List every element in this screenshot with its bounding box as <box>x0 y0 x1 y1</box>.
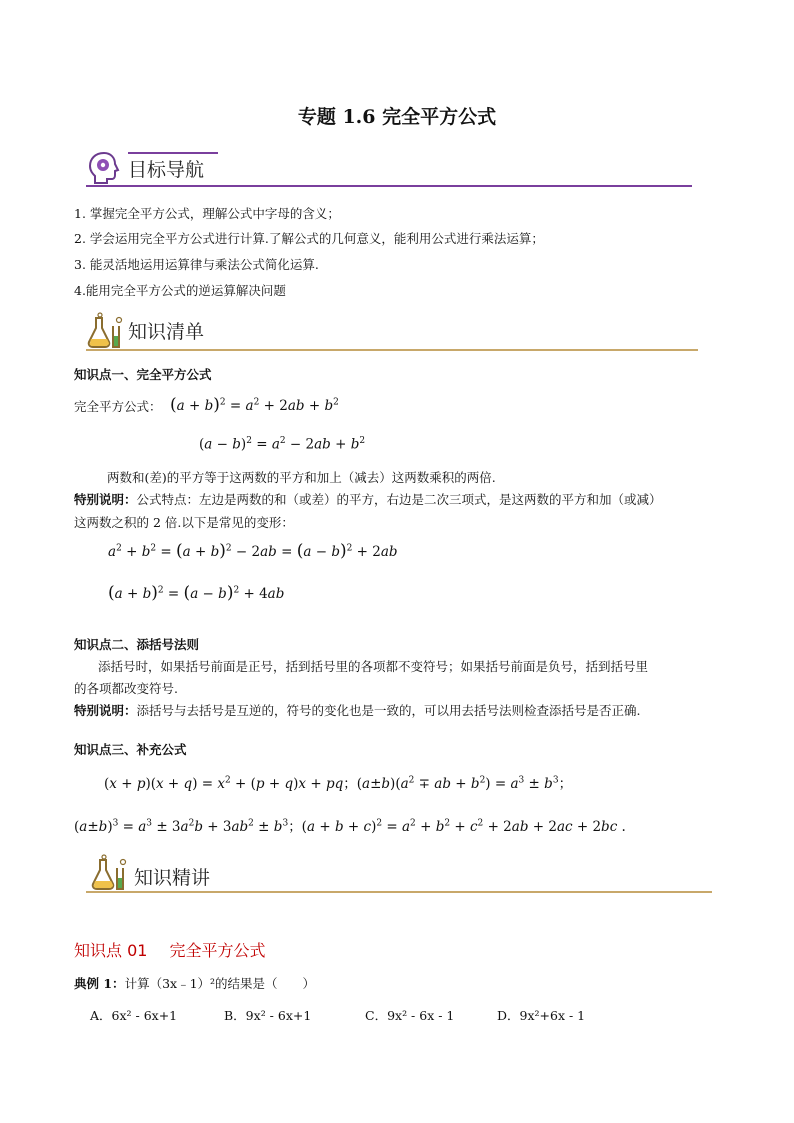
formula-supplement-2: $(a\pm b)^3 = a^3 \pm 3a^2b + 3ab^2 \pm b^3$；$(a + b + c)^2 = a^2 + b^2 + c^2 + 2ab + 2ac + 2bc$ . <box>74 818 626 835</box>
kp1-note-2: 这两数之积的 2 倍.以下是常见的变形： <box>74 515 294 530</box>
page-title: 专题 1.6 完全平方公式 <box>297 106 497 128</box>
section-list <box>86 312 698 352</box>
example-1-question: 典例 1：计算（3x﹣1）²的结果是（ ） <box>74 976 316 991</box>
goal-3: 3. 能灵活地运用运算律与乘法公式简化运算. <box>74 257 319 272</box>
formula-variant-2: $(a + b)^2 = (a - b)^2 + 4ab$ <box>108 583 285 603</box>
kp2-note: 特别说明：添括号与去括号是互逆的，符号的变化也是一致的，可以用去括号法则检查添括号是否正确. <box>74 703 641 718</box>
section-list-label: 知识清单 <box>128 321 205 343</box>
kp1-desc: 两数和(差)的平方等于这两数的平方和加上（减去）这两数乘积的两倍. <box>107 470 496 485</box>
kp2-heading: 知识点二、添括号法则 <box>74 637 200 652</box>
goal-4: 4.能用完全平方公式的逆运算解决问题 <box>74 283 286 298</box>
formula-diff-square: $(a - b)^2 = a^2 - 2ab + b^2$ <box>199 436 366 453</box>
formula-variant-1: $a^2 + b^2 = (a + b)^2 - 2ab = (a - b)^2 + 2ab$ <box>108 541 398 561</box>
formula-supplement-1: $(x + p)(x + q) = x^2 + (p + q)x$ + pq；$(a\pm b)(a^2$ ∓ ab + $b^2) = a^3 \pm b^3$； <box>104 775 573 792</box>
kp1-note: 特别说明：公式特点：左边是两数的和（或差）的平方，右边是二次三项式，是这两数的平方和加（或减） <box>74 492 662 507</box>
flask-icon <box>90 854 130 892</box>
flask-icon <box>86 312 126 350</box>
formula-sum-square: $(a + b)^2 = a^2 + 2ab + b^2$ <box>170 395 339 415</box>
kp2-text-2: 的各项都改变符号. <box>74 681 178 696</box>
section-goal-label: 目标导航 <box>128 159 205 181</box>
goal-2: 2. 学会运用完全平方公式进行计算.了解公式的几何意义，能利用公式进行乘法运算； <box>74 231 544 246</box>
option-c: C．9x² - 6x - 1 <box>365 1008 455 1023</box>
option-a: A．6x² - 6x+1 <box>90 1008 178 1023</box>
goal-1: 1. 掌握完全平方公式，理解公式中字母的含义； <box>74 206 340 221</box>
kp3-heading: 知识点三、补充公式 <box>74 742 187 757</box>
section-goal-rule <box>86 185 692 187</box>
kp1-heading: 知识点一、完全平方公式 <box>74 367 212 382</box>
option-d: D．9x²+6x - 1 <box>497 1008 586 1023</box>
kp1-formula-label: 完全平方公式： <box>74 399 162 414</box>
section-goal-topline <box>128 152 218 154</box>
kp2-text-1: 添括号时，如果括号前面是正号，括到括号里的各项都不变符号；如果括号前面是负号，括到括号里 <box>98 659 649 674</box>
section-goal <box>86 150 696 190</box>
kp01-heading: 知识点 01 完全平方公式 <box>74 941 266 960</box>
brain-head-icon <box>86 150 122 186</box>
section-explain-label: 知识精讲 <box>134 867 211 889</box>
option-b: B．9x² - 6x+1 <box>224 1008 312 1023</box>
section-explain-rule <box>86 891 712 893</box>
section-explain <box>86 854 712 894</box>
section-list-rule <box>86 349 698 351</box>
